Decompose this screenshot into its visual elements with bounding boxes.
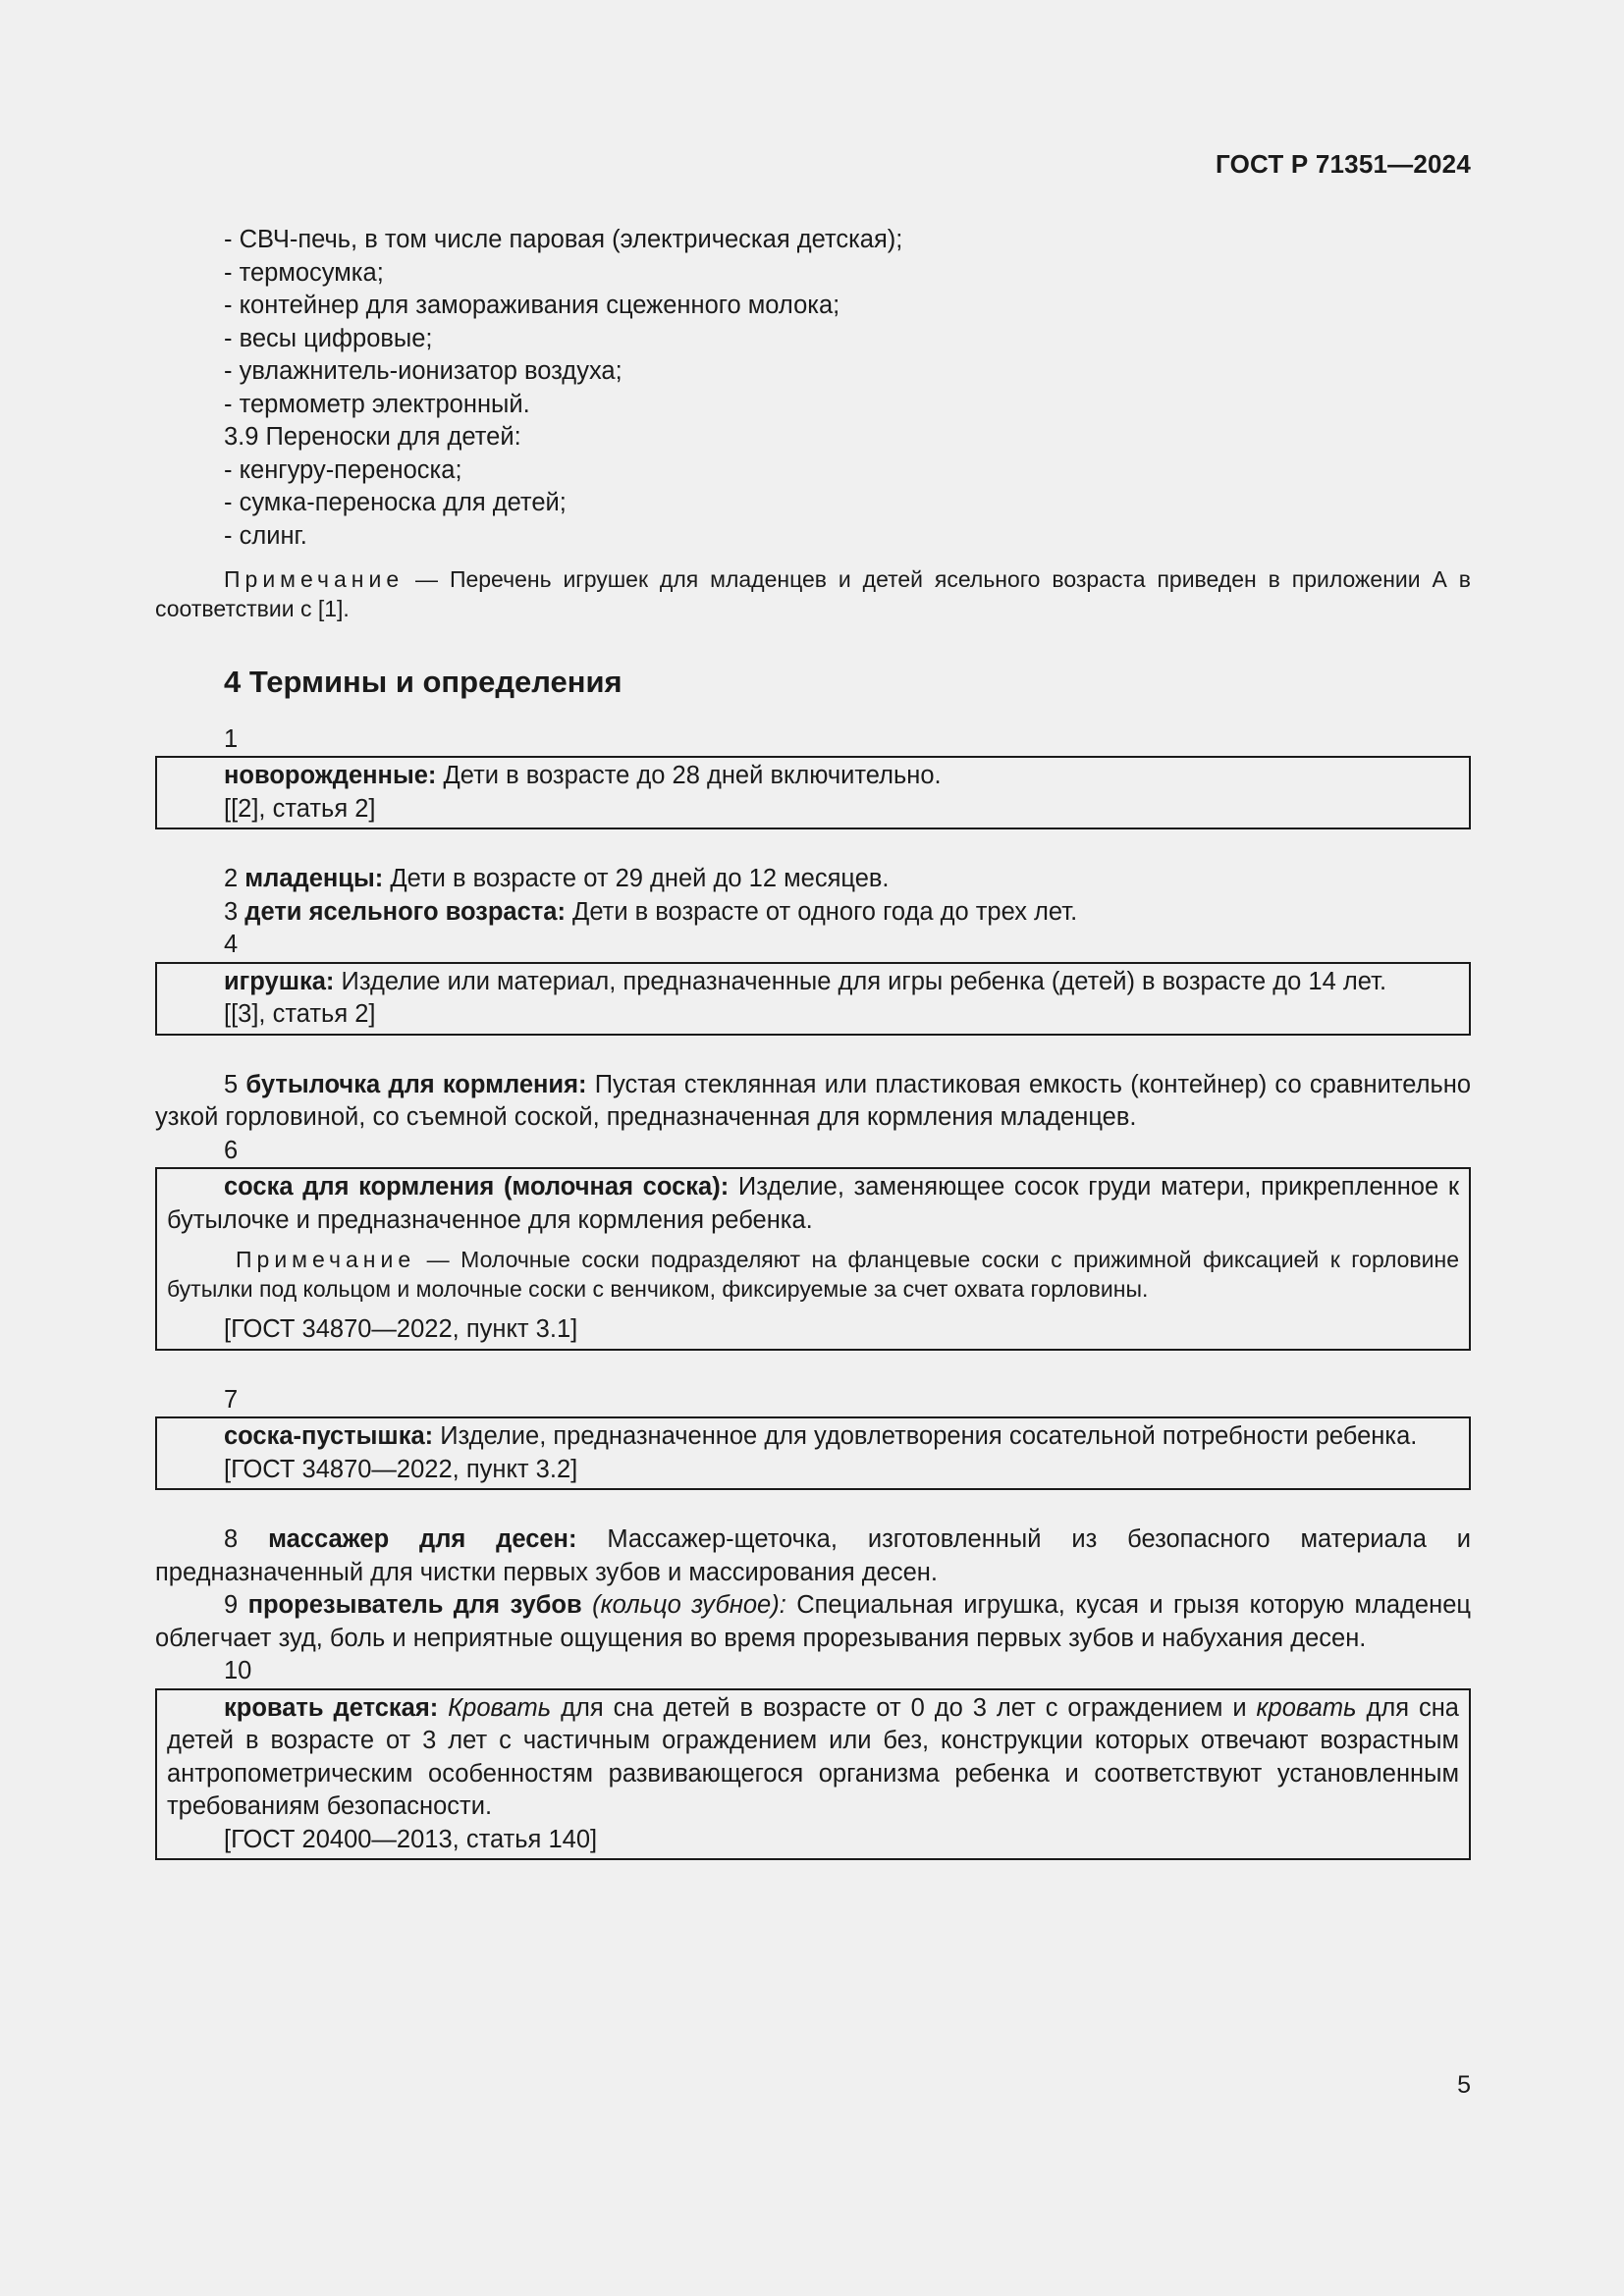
document-page [155,0,1471,2296]
term-number: 10 [224,1657,252,1684]
term-name: игрушка: [224,967,335,995]
term-number: 1 [224,724,239,753]
subsection-heading: 3.9 Переноски для детей: [224,423,521,451]
document-code: ГОСТ Р 71351—2024 [1216,149,1471,179]
term-box [155,1167,1471,1351]
term-entry: 5 бутылочка для кормления: Пустая стеклянная или пластиковая емкость (контейнер) со сравнительно узкой горловиной, со съемной соской, предназначенная для кормления младенцев. [155,1070,1471,1131]
list-item: - контейнер для замораживания сцеженного молока; [224,292,840,319]
term-source: [[3], статья 2] [224,1000,376,1028]
term-source: [ГОСТ 20400—2013, статья 140] [224,1825,598,1853]
note-label: Примечание [236,1247,416,1272]
term-name: дети ясельного возраста: [244,897,566,926]
term-box [155,962,1471,1036]
list-item: - термосумка; [224,258,384,287]
term-note [167,1245,1459,1304]
term-definition: Дети в возрасте от одного года до трех лет. [565,897,1078,926]
term-source: [ГОСТ 34870—2022, пункт 3.2] [224,1455,578,1483]
term-source: [ГОСТ 34870—2022, пункт 3.1] [224,1315,578,1343]
list-item: - весы цифровые; [224,324,433,352]
term-definition: Изделие, предназначенное для удовлетворения сосательной потребности ребенка. [433,1422,1418,1450]
term-number: 7 [224,1385,239,1414]
list-item: - слинг. [224,521,307,550]
list-item: - кенгуру-переноска; [224,455,462,484]
term-definition: Дети в возрасте до 28 дней включительно. [436,762,942,789]
note-text: — Молочные соски подразделяют на фланцевые соски с прижимной фиксацией к горловине бутылки под кольцом и молочные соски с венчиком, фиксируемые за счет охвата горловины. [167,1247,1459,1302]
term-number: 4 [224,931,239,958]
term-number: 6 [224,1136,239,1164]
term-name: кровать детская: [224,1693,439,1722]
term-name: соска-пустышка: [224,1422,434,1450]
term-definition: Изделие или материал, предназначенные для игры ребенка (детей) в возрасте до 14 лет. [334,967,1387,995]
term-name: прорезыватель для зубов [247,1591,582,1619]
term-entry: 2 младенцы: Дети в возрасте от 29 дней до 12 месяцев. [224,865,890,892]
section-heading: 4 Термины и определения [224,665,623,699]
list-item: - сумка-переноска для детей; [224,489,567,516]
page-number: 5 [1457,2071,1471,2099]
term-entry: 8 массажер для десен: Массажер-щеточка, изготовленный из безопасного материала и предназначенный для чистки первых зубов и массирования десен. [155,1525,1471,1586]
document-body [155,224,1471,1860]
term-definition: Изделие, заменяющее сосок груди матери, прикрепленное к бутылочке и предназначенное для кормления ребенка. [167,1173,1459,1234]
note [155,564,1471,623]
list-item: - увлажнитель-ионизатор воздуха; [224,357,623,385]
term-name: соска для кормления (молочная соска): [224,1173,730,1201]
term-name: новорожденные: [224,762,437,789]
note-text: — Перечень игрушек для младенцев и детей ясельного возраста приведен в приложении А в соответствии с [1]. [155,566,1471,621]
term-definition: Массажер-щеточка, изготовленный из безопасного материала и предназначенный для чистки первых зубов и массирования десен. [155,1525,1471,1586]
term-definition: Специальная игрушка, кусая и грызя которую младенец облегчает зуд, боль и неприятные ощущения во время прорезывания первых зубов и набухания десен. [155,1591,1471,1652]
term-box [155,756,1471,829]
term-alternative: (кольцо зубное): [581,1591,786,1619]
term-definition: для сна детей в возрасте от 0 до 3 лет с ограждением и [551,1693,1257,1722]
term-box: кровать детская: Кровать для сна детей в возрасте от 0 до 3 лет с ограждением и кровать для сна детей в возрасте от 3 лет с частичным ограждением или без, конструкции которых отвечают возрастным антропометрическим особенностям развивающегося организма ребенка и соответствуют установленным требованиям безопасности. [ГОСТ 20400—2013, статья 140] [155,1688,1471,1861]
list-item: - термометр электронный. [224,390,530,418]
term-name: младенцы: [244,865,384,892]
term-definition: Пустая стеклянная или пластиковая емкость (контейнер) со сравнительно узкой горловиной, со съемной соской, предназначенная для кормления младенцев. [155,1070,1471,1131]
term-source: [[2], статья 2] [224,794,376,823]
term-entry: 3 дети ясельного возраста: Дети в возрасте от одного года до трех лет. [224,897,1078,926]
term-name: массажер для десен: [268,1525,577,1553]
term-name: бутылочка для кормления: [245,1070,587,1098]
term-box [155,1416,1471,1490]
term-entry: 9 прорезыватель для зубов (кольцо зубное): Специальная игрушка, кусая и грызя которую младенец облегчает зуд, боль и неприятные ощущения во время прорезывания первых зубов и набухания десен. [155,1591,1471,1652]
note-label: Примечание [224,566,405,592]
term-definition: Дети в возрасте от 29 дней до 12 месяцев. [383,865,890,892]
list-item: - СВЧ-печь, в том числе паровая (электрическая детская); [224,226,903,253]
